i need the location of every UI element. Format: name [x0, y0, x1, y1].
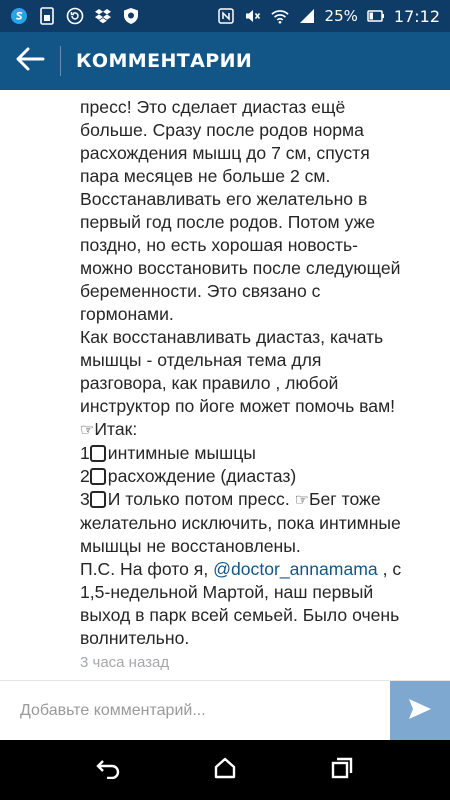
item-number: 1	[80, 443, 90, 463]
ps-line	[80, 558, 435, 581]
system-nav-bar	[0, 740, 450, 800]
battery-icon	[367, 7, 385, 25]
nav-back-button[interactable]	[83, 745, 133, 795]
item-number: 2	[80, 466, 90, 486]
ps-text: П.С. На фото я,	[80, 559, 214, 579]
comment-composer	[0, 680, 450, 740]
page-title: КОММЕНТАРИИ	[76, 50, 253, 72]
s-app-icon	[10, 7, 28, 25]
itak-text: Итак:	[94, 419, 138, 439]
itak-line	[80, 418, 435, 442]
battery-percent: 25%	[324, 7, 358, 25]
back-button[interactable]	[0, 32, 60, 90]
comment-line: первый год после родов. Потом уже	[80, 212, 376, 232]
item-text: расхождение (диастаз)	[107, 466, 297, 486]
comment-line: волнительно.	[80, 628, 190, 648]
checkbox-icon	[90, 468, 106, 485]
comment-line: можно восстановить после следующей	[80, 258, 401, 278]
clock: 17:12	[393, 6, 440, 26]
comment-body	[80, 90, 435, 650]
comment-line: пара месяцев не больше 2 см.	[80, 166, 331, 186]
status-bar	[0, 0, 450, 32]
nav-home-button[interactable]	[200, 745, 250, 795]
home-icon	[213, 756, 237, 784]
dropbox-icon	[94, 7, 112, 25]
comment-line: пресс! Это сделает диастаз ещё	[80, 97, 346, 117]
comment-line: гормонами.	[80, 304, 174, 324]
ps-text-end: , с	[377, 559, 402, 579]
checkbox-icon	[90, 445, 106, 462]
comment-input[interactable]	[0, 681, 390, 740]
comment-line: выход в парк всей семьей. Было очень	[80, 605, 400, 625]
refresh-icon	[66, 7, 84, 25]
send-icon	[407, 697, 433, 725]
item-text: И только потом пресс.	[107, 489, 295, 509]
send-button[interactable]	[390, 681, 450, 741]
comment-line: желательно исключить, пока интимные	[80, 513, 401, 533]
comment-line: Как восстанавливать диастаз, качать	[80, 327, 384, 347]
comment-line: 1,5-недельной Мартой, наш первый	[80, 582, 374, 602]
item-text: интимные мышцы	[107, 443, 256, 463]
toolbar	[0, 32, 450, 90]
comment-timestamp: 3 часа назад	[80, 654, 170, 671]
comment-line: беременности. Это связано с	[80, 281, 321, 301]
item-number: 3	[80, 489, 90, 509]
pointing-hand-icon: ☞	[294, 492, 309, 509]
checkbox-icon	[90, 491, 106, 508]
shield-app-icon	[122, 7, 140, 25]
sim-icon	[38, 7, 56, 25]
list-item	[80, 465, 435, 488]
nfc-icon	[217, 7, 235, 25]
toolbar-divider	[60, 46, 61, 76]
comment-line: больше. Сразу после родов норма	[80, 120, 364, 140]
comment-line: мышцы - отдельная тема для	[80, 350, 322, 370]
signal-icon	[298, 7, 316, 25]
comment-line: расхождения мышц до 7 см, спустя	[80, 143, 370, 163]
pointing-hand-icon: ☞	[80, 422, 95, 439]
wifi-icon	[271, 7, 289, 25]
user-mention-link[interactable]: @doctor_annamama	[213, 559, 378, 579]
arrow-left-icon	[15, 47, 45, 75]
comments-list[interactable]	[0, 90, 450, 680]
comment-line: разговора, как правило , любой	[80, 373, 339, 393]
comment-line: инструктор по йоге может помочь вам!	[80, 396, 396, 416]
item-text-cont: Бег тоже	[308, 489, 381, 509]
back-nav-icon	[95, 757, 121, 783]
mute-icon	[244, 7, 262, 25]
list-item	[80, 442, 435, 465]
recents-icon	[330, 756, 354, 784]
comment-line: мышцы не восстановлены.	[80, 536, 301, 556]
comment-line: Восстанавливать его желательно в	[80, 189, 368, 209]
comment-line: поздно, но есть хорошая новость-	[80, 235, 359, 255]
list-item	[80, 488, 435, 512]
nav-recents-button[interactable]	[317, 745, 367, 795]
